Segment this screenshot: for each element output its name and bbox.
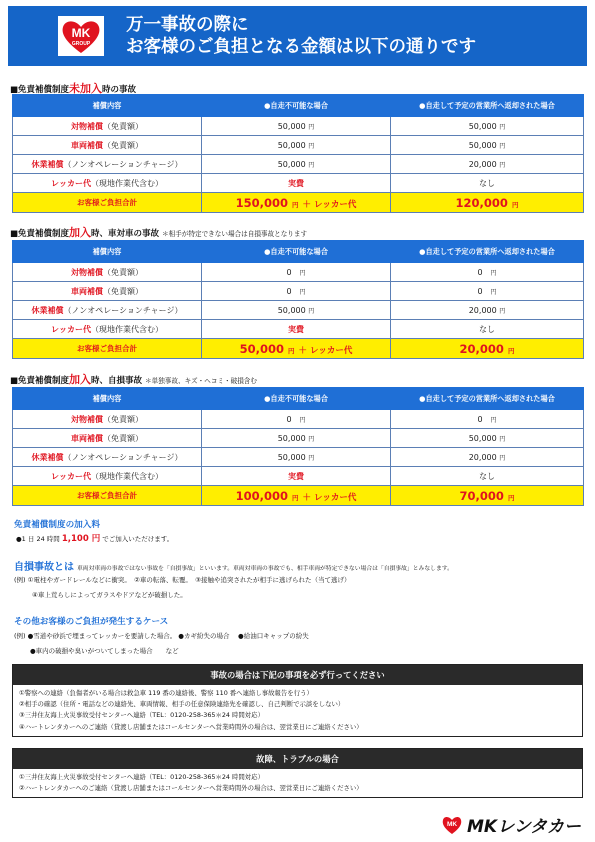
cell-value: 20,000 円: [391, 301, 584, 320]
total-label: お客様ご負担合計: [13, 193, 202, 213]
cell-value: 0 円: [391, 263, 584, 282]
section-2-title: ■免責補償制度加入時、車対車の事故 ＊相手が特定できない場合は自損事故となります: [10, 226, 308, 239]
fee-info-title: 免責補償制度の加入料: [14, 520, 100, 530]
accident-step: ①警察への連絡（負傷者がいる場合は救急車 119 番の連絡後、警察 110 番へ連絡し事故報告を行う）: [19, 689, 313, 697]
row-label: 車両補償（免責額）: [13, 136, 202, 155]
cell-value: 50,000 円: [202, 155, 391, 174]
cell-value: 実費: [202, 467, 391, 486]
table-header-row: [13, 388, 584, 410]
table-row: [13, 320, 584, 339]
header-title: [126, 15, 476, 58]
cell-value: なし: [391, 174, 584, 193]
table-header-row: [13, 241, 584, 263]
trouble-steps-title: 故障、トラブルの場合: [13, 749, 582, 769]
row-label: レッカー代（現地作業代含む）: [13, 467, 202, 486]
fee-table-3: [12, 387, 584, 506]
header-line-1: 万一事故の際に: [126, 15, 249, 35]
mk-heart-logo-icon: [441, 815, 463, 835]
cell-value: 50,000 円: [202, 117, 391, 136]
row-label: 対物補償（免責額）: [13, 263, 202, 282]
accident-steps-title: 事故の場合は下記の事項を必ず行ってください: [13, 665, 582, 685]
cell-value: 20,000 円: [391, 155, 584, 174]
cell-value: 0 円: [202, 282, 391, 301]
total-value: 70,000 円: [391, 486, 584, 506]
accident-step: ②相手の確認（住所・電話などの連絡先、車両情報、相手の任意保険連絡先を確認し、自己判断で示談をしない）: [19, 700, 345, 709]
table-row: [13, 263, 584, 282]
table-header-row: [13, 95, 584, 117]
other-cases-ex1: (例) ●雪道や砂浜で埋まってレッカーを要請した場合。 ●カギ紛失の場合 ●給油口キャップの紛失: [14, 632, 309, 640]
section-1-title: ■免責補償制度未加入時の事故: [10, 82, 137, 95]
other-cases-ex2: ●車内の破損や臭いがついてしまった場合 など: [30, 647, 179, 655]
cell-value: 20,000 円: [391, 448, 584, 467]
brand-logo-text: MK: [446, 820, 458, 828]
col-header: 補償内容: [13, 241, 202, 263]
row-label: 休業補償（ノンオペレーションチャージ）: [13, 155, 202, 174]
fee-price: 1,100 円: [61, 534, 101, 544]
cell-value: 50,000 円: [391, 136, 584, 155]
total-value: 50,000 円 ＋ レッカー代: [202, 339, 391, 359]
fee-table-2: [12, 240, 584, 359]
section-3-note: ＊単独事故、キズ・ヘコミ・破損含む: [145, 377, 257, 385]
mk-heart-logo-icon: [58, 16, 104, 56]
row-label: 対物補償（免責額）: [13, 410, 202, 429]
fee-table-1: [12, 94, 584, 213]
row-label: 休業補償（ノンオペレーションチャージ）: [13, 301, 202, 320]
brand-name: MKレンタカー: [467, 817, 581, 837]
table-row: [13, 174, 584, 193]
header-banner: [8, 6, 587, 66]
total-label: お客様ご負担合計: [13, 486, 202, 506]
table-row: [13, 410, 584, 429]
total-row: [13, 486, 584, 506]
other-cases-title: その他お客様のご負担が発生するケース: [14, 617, 169, 627]
brand-footer: [441, 812, 581, 837]
section-3-keyword: 加入: [69, 373, 92, 386]
total-row: [13, 339, 584, 359]
col-header: 補償内容: [13, 388, 202, 410]
row-label: 車両補償（免責額）: [13, 429, 202, 448]
trouble-step: ②ハートレンタカーへのご連絡（貸渡し店舗またはコールセンターへ営業時間外の場合は、翌営業日にご連絡ください）: [19, 784, 363, 793]
cell-value: 50,000 円: [202, 429, 391, 448]
col-header: ●自走不可能な場合: [202, 241, 391, 263]
cell-value: 実費: [202, 320, 391, 339]
cell-value: 50,000 円: [202, 448, 391, 467]
table-row: [13, 448, 584, 467]
col-header: ●自走不可能な場合: [202, 95, 391, 117]
trouble-step: ①三井住友海上火災事故受付センターへ連絡（TEL：0120-258-365＊24 時間対応）: [19, 773, 264, 781]
self-accident-heading: 自損事故とは 車両対車両の事故ではない事故を「自損事故」といいます。車両対車両の事故でも、相手車両が特定できない場合は「自損事故」とみなします。: [14, 562, 453, 573]
accident-steps-box: [12, 664, 583, 737]
section-3-title: ■免責補償制度加入時、自損事故 ＊単独事故、キズ・ヘコミ・破損含む: [10, 373, 257, 386]
total-value: 100,000 円 ＋ レッカー代: [202, 486, 391, 506]
col-header: ●自走して予定の営業所へ返却された場合: [391, 388, 584, 410]
total-row: [13, 193, 584, 213]
total-label: お客様ご負担合計: [13, 339, 202, 359]
cell-value: 0 円: [202, 263, 391, 282]
trouble-steps-box: [12, 748, 583, 798]
table-row: [13, 467, 584, 486]
cell-value: なし: [391, 320, 584, 339]
col-header: ●自走不可能な場合: [202, 388, 391, 410]
fee-info-line: ●1 日 24 時間 1,100 円 でご加入いただけます。: [16, 534, 174, 544]
logo-sub: GROUP: [71, 41, 91, 47]
table-row: [13, 117, 584, 136]
row-label: 休業補償（ノンオペレーションチャージ）: [13, 448, 202, 467]
self-accident-desc: 車両対車両の事故ではない事故を「自損事故」といいます。車両対車両の事故でも、相手車両が特定できない場合は「自損事故」とみなします。: [77, 566, 453, 572]
section-2-keyword: 加入: [69, 226, 92, 239]
row-label: レッカー代（現地作業代含む）: [13, 174, 202, 193]
table-row: [13, 136, 584, 155]
section-1-keyword: 未加入: [69, 82, 103, 95]
col-header: ●自走して予定の営業所へ返却された場合: [391, 241, 584, 263]
cell-value: 0 円: [202, 410, 391, 429]
cell-value: 50,000 円: [202, 136, 391, 155]
table-row: [13, 282, 584, 301]
cell-value: 0 円: [391, 282, 584, 301]
col-header: 補償内容: [13, 95, 202, 117]
header-line-2: お客様のご負担となる金額は以下の通りです: [126, 37, 476, 57]
self-accident-ex2: ④車上荒らしによってガラスやドアなどが破損した。: [32, 591, 187, 599]
section-2-note: ＊相手が特定できない場合は自損事故となります: [162, 230, 308, 238]
table-row: [13, 429, 584, 448]
table-row: [13, 155, 584, 174]
logo-text: MK: [71, 26, 91, 40]
row-label: 車両補償（免責額）: [13, 282, 202, 301]
total-value: 150,000 円 ＋ レッカー代: [202, 193, 391, 213]
self-accident-ex1: (例) ①電柱やガードレールなどに衝突。 ②車の転落、転覆。 ③接触や追突されたが相手に逃げられた（当て逃げ）: [14, 576, 351, 584]
cell-value: 50,000 円: [391, 117, 584, 136]
total-value: 120,000 円: [391, 193, 584, 213]
total-value: 20,000 円: [391, 339, 584, 359]
cell-value: なし: [391, 467, 584, 486]
cell-value: 50,000 円: [202, 301, 391, 320]
accident-step: ④ハートレンタカーへのご連絡（貸渡し店舗またはコールセンターへ営業時間外の場合は、翌営業日にご連絡ください）: [19, 722, 363, 731]
accident-step: ③三井住友海上火災事故受付センターへ連絡（TEL：0120-258-365＊24 時間対応）: [19, 711, 264, 720]
row-label: レッカー代（現地作業代含む）: [13, 320, 202, 339]
cell-value: 50,000 円: [391, 429, 584, 448]
table-row: [13, 301, 584, 320]
cell-value: 実費: [202, 174, 391, 193]
col-header: ●自走して予定の営業所へ返却された場合: [391, 95, 584, 117]
cell-value: 0 円: [391, 410, 584, 429]
row-label: 対物補償（免責額）: [13, 117, 202, 136]
